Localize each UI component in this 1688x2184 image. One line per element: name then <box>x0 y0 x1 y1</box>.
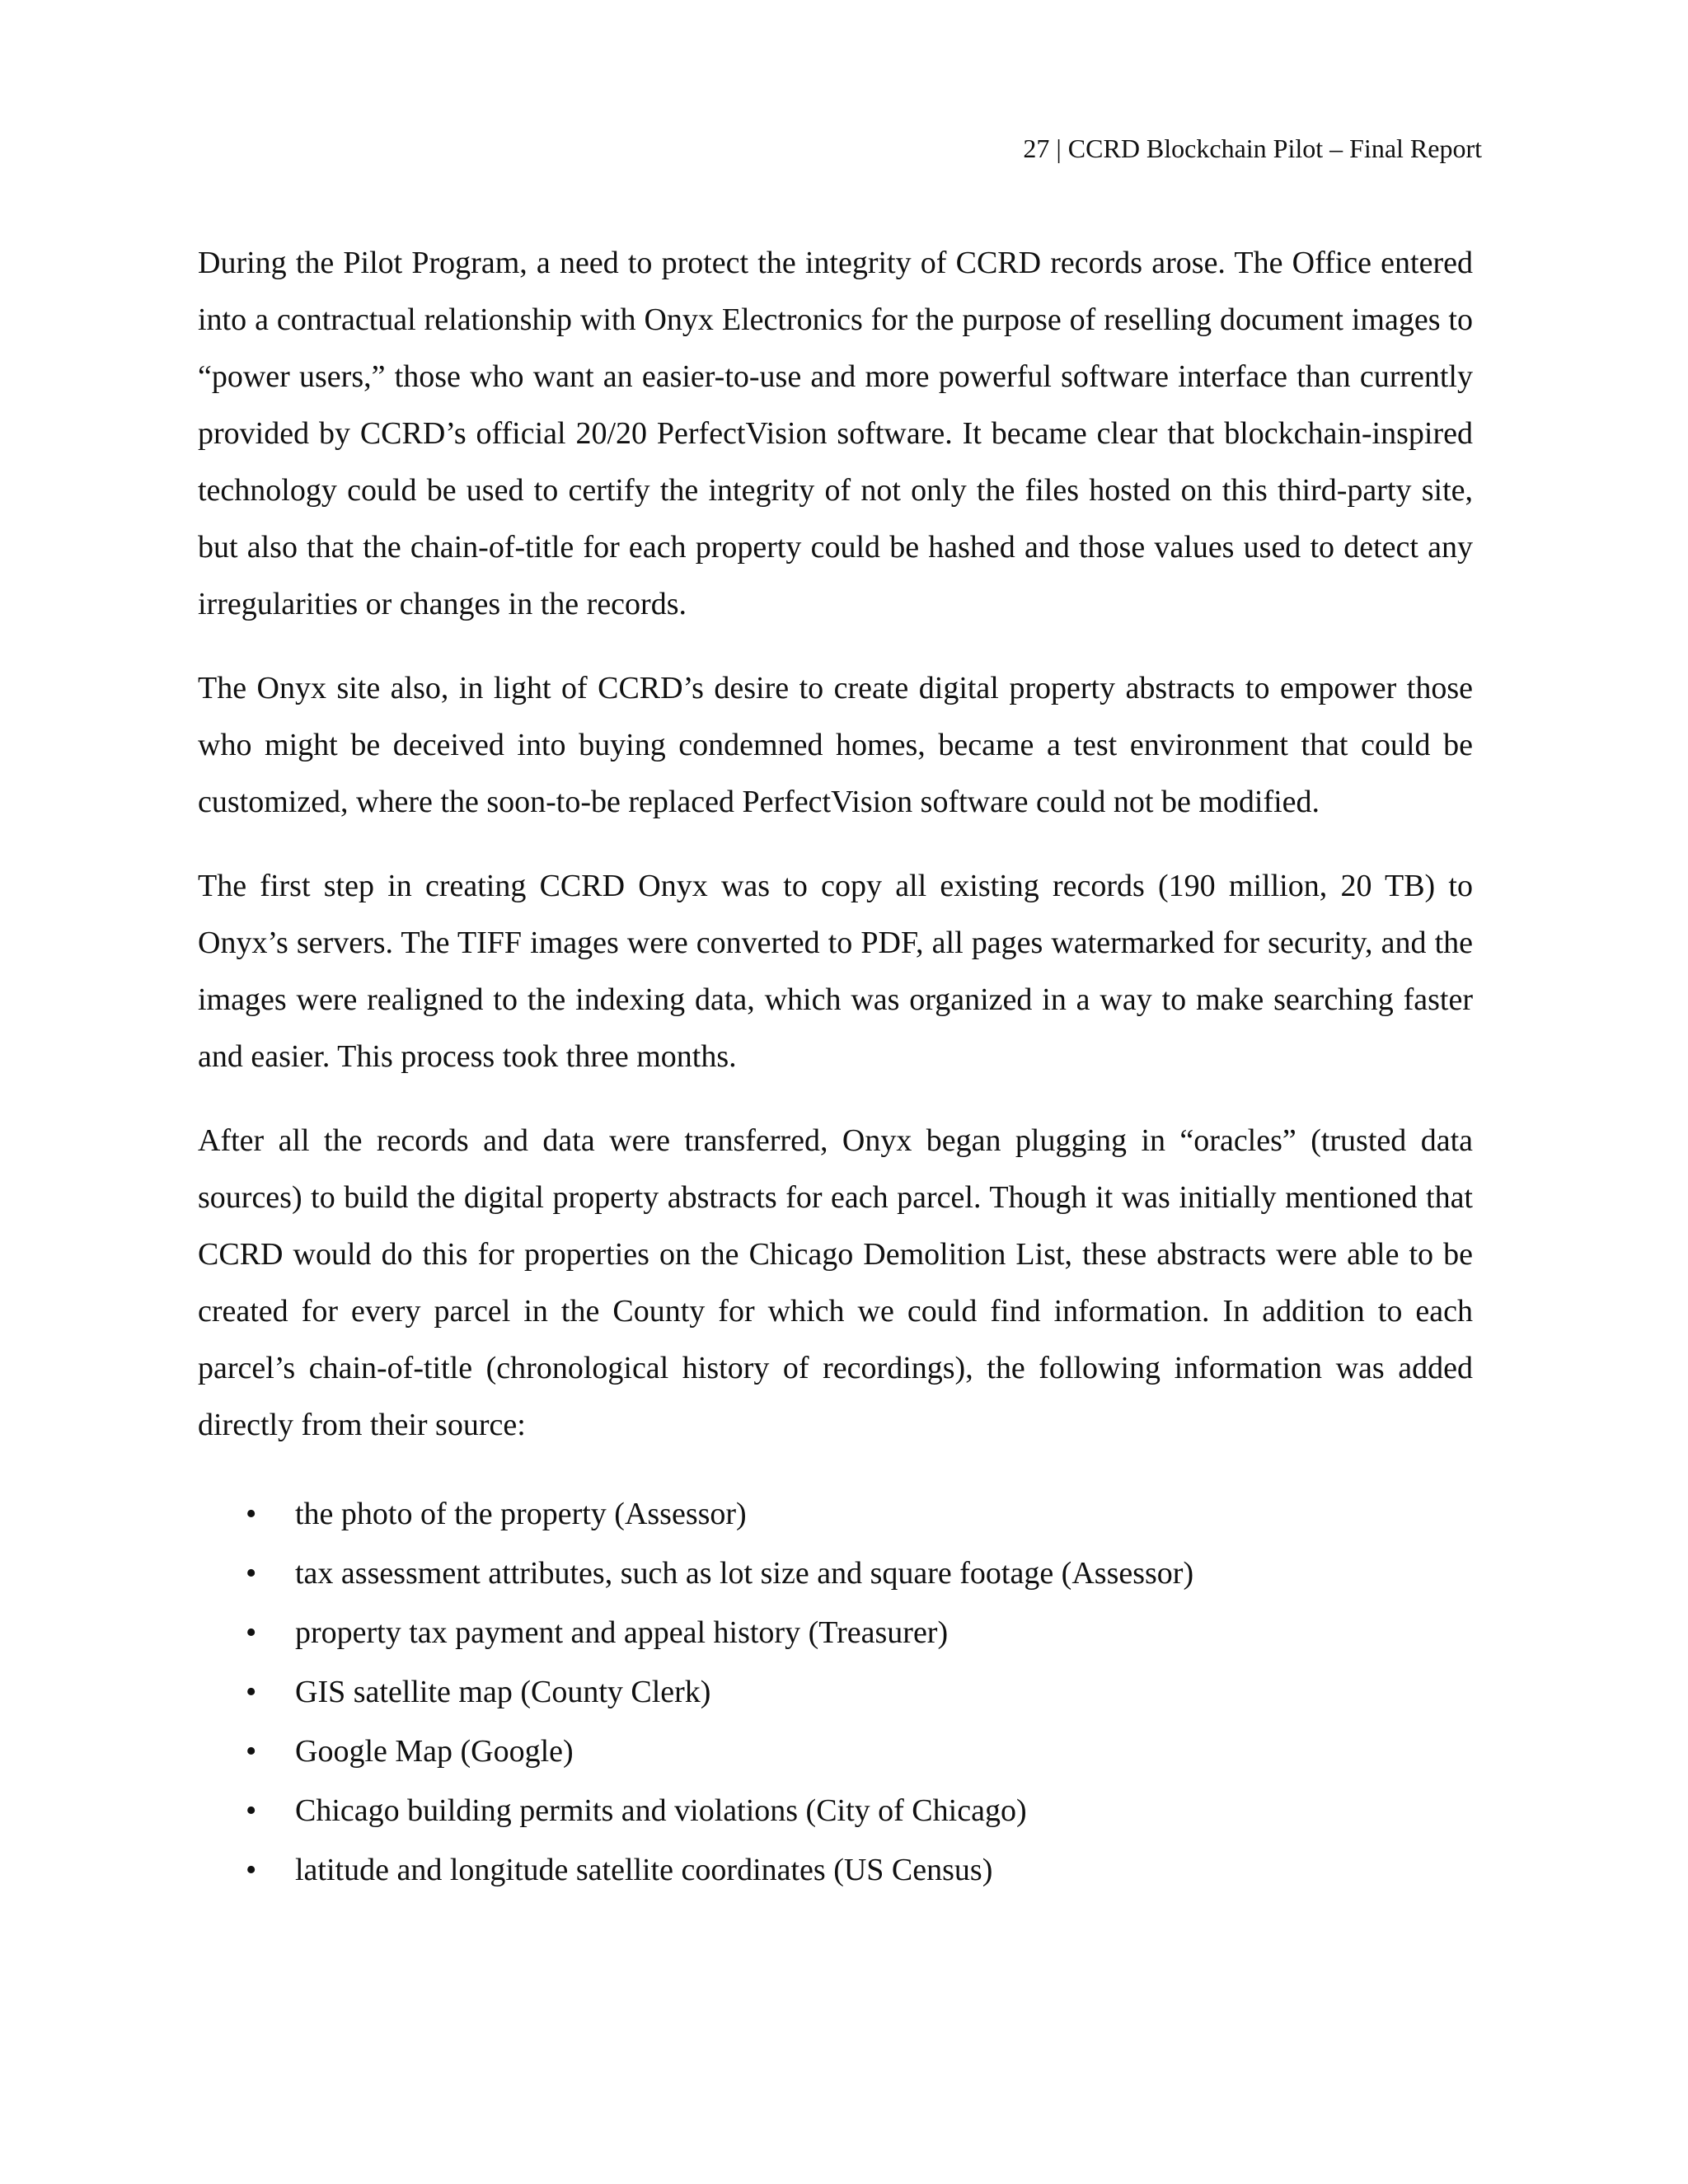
bullet-icon: • <box>246 1734 257 1769</box>
list-item-text: the photo of the property (Assessor) <box>295 1497 747 1531</box>
information-source-list <box>198 1484 1473 1900</box>
list-item <box>198 1603 1473 1662</box>
paragraph-onyx-site: The Onyx site also, in light of CCRD’s desire to create digital property abstracts to empower those who might be deceived into buying condemned homes, became a test environment that could be customized, where the soon-to-be replaced PerfectVision software could not be modified. <box>198 671 1473 819</box>
bullet-icon: • <box>246 1556 257 1591</box>
bullet-icon: • <box>246 1793 257 1828</box>
bullet-icon: • <box>246 1853 257 1887</box>
paragraph-oracles: After all the records and data were transferred, Onyx began plugging in “oracles” (trusted data sources) to build the digital property abstracts for each parcel. Though it was initially mentioned that CCRD would do this for properties on the Chicago Demolition List, these abstracts were able to be created for every parcel in the County for which we could find information. In addition to each parcel’s chain-of-title (chronological history of recordings), the following information was added directly from their source: <box>198 1123 1473 1442</box>
list-item-text: Google Map (Google) <box>295 1734 574 1769</box>
list-item-text: property tax payment and appeal history (Treasurer) <box>295 1615 949 1650</box>
list-item <box>198 1544 1473 1603</box>
bullet-icon: • <box>246 1615 257 1650</box>
list-item-text: latitude and longitude satellite coordinates (US Census) <box>295 1853 993 1887</box>
bullet-icon: • <box>246 1497 257 1531</box>
paragraph-integrity-need: During the Pilot Program, a need to protect the integrity of CCRD records arose. The Office entered into a contractual relationship with Onyx Electronics for the purpose of reselling document images to “power users,” those who want an easier-to-use and more powerful software interface than currently provided by CCRD’s official 20/20 PerfectVision software. It became clear that blockchain-inspired technology could be used to certify the integrity of not only the files hosted on this third-party site, but also that the chain-of-title for each property could be hashed and those values used to detect any irregularities or changes in the records. <box>198 246 1473 621</box>
running-header: 27 | CCRD Blockchain Pilot – Final Report <box>1023 134 1482 163</box>
bullet-icon: • <box>246 1675 257 1709</box>
paragraph-first-step: The first step in creating CCRD Onyx was to copy all existing records (190 million, 20 TB) to Onyx’s servers. The TIFF images were converted to PDF, all pages watermarked for security, and the images were realigned to the indexing data, which was organized in a way to make searching faster and easier. This process took three months. <box>198 869 1473 1074</box>
list-item-text: tax assessment attributes, such as lot size and square footage (Assessor) <box>295 1556 1194 1591</box>
list-item <box>198 1484 1473 1544</box>
body-text <box>198 235 1473 1900</box>
list-item <box>198 1781 1473 1840</box>
list-item-text: Chicago building permits and violations (City of Chicago) <box>295 1793 1027 1828</box>
list-item <box>198 1662 1473 1722</box>
list-item <box>198 1722 1473 1781</box>
list-item-text: GIS satellite map (County Clerk) <box>295 1675 711 1709</box>
list-item <box>198 1840 1473 1900</box>
